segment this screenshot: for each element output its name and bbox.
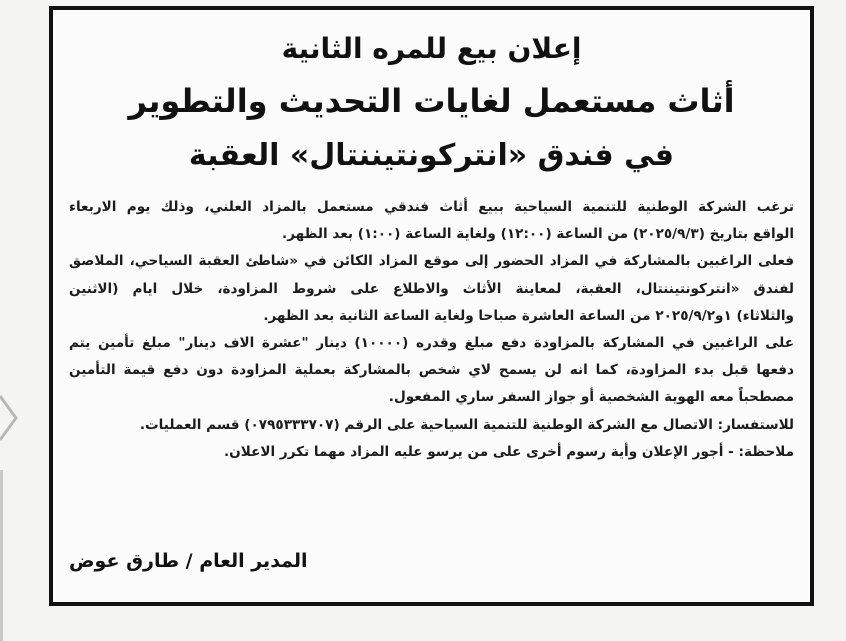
- ad-body: [69, 194, 794, 466]
- body-line: الواقع بتاريخ (٢٠٢٥/٩/٣) من الساعة (١٢:٠٠) ولغاية الساعة (١:٠٠) بعد الظهر.: [282, 226, 794, 243]
- advertisement-frame: [49, 6, 814, 606]
- body-line: دفعها قبل بدء المزاودة، كما انه لن يسمح لاي شخص بالمشاركة بعملية المزاودة دون دفع قيمة التأمين: [69, 362, 794, 379]
- body-line: والثلاثاء) ١و٢٠٢٥/٩/٢ من الساعة العاشرة صباحا ولغاية الساعة الثانية بعد الظهر.: [263, 307, 794, 324]
- ad-location: في فندق «انتركونتيننتال» العقبة: [188, 138, 675, 173]
- body-line: مصطحباً معه الهوية الشخصية أو جواز السفر ساري المفعول.: [388, 389, 794, 406]
- body-line: فعلى الراغبين بالمشاركة في المزاد الحضور إلى موقع المزاد الكائن في «شاطئ العقبة السياحي، الملاصق: [69, 253, 794, 270]
- body-line: ترغب الشركة الوطنية للتنمية السياحية ببيع أثاث فندقي مستعمل بالمزاد العلني، وذلك يوم الاربعاء: [69, 199, 794, 215]
- body-line: ملاحظة: - أجور الإعلان وأية رسوم أخرى على من يرسو عليه المزاد مهما تكرر الاعلان.: [223, 443, 794, 460]
- ad-title: إعلان بيع للمره الثانية: [281, 32, 582, 65]
- signature: المدير العام / طارق عوض: [69, 550, 308, 572]
- body-line: للاستفسار: الاتصال مع الشركة الوطنية للتنمية السياحية على الرقم (٠٧٩٥٣٣٣٧٠٧) قسم العمليات.: [139, 416, 794, 433]
- ad-subtitle: أثاث مستعمل لغايات التحديث والتطوير: [128, 82, 735, 120]
- body-line: على الراغبين في المشاركة بالمزاودة دفع مبلغ وقدره (١٠٠٠٠) دينار "عشرة الاف دينار" مبلغ تأمين يتم: [69, 334, 794, 351]
- page-edge-divider: [0, 470, 3, 641]
- body-line: لفندق «انتركونتيننتال، العقبة، لمعاينة الأثاث والاطلاع على شروط المزاودة، خلال ايام (الاثنين: [69, 280, 794, 297]
- partial-edge-graphic: [0, 388, 22, 448]
